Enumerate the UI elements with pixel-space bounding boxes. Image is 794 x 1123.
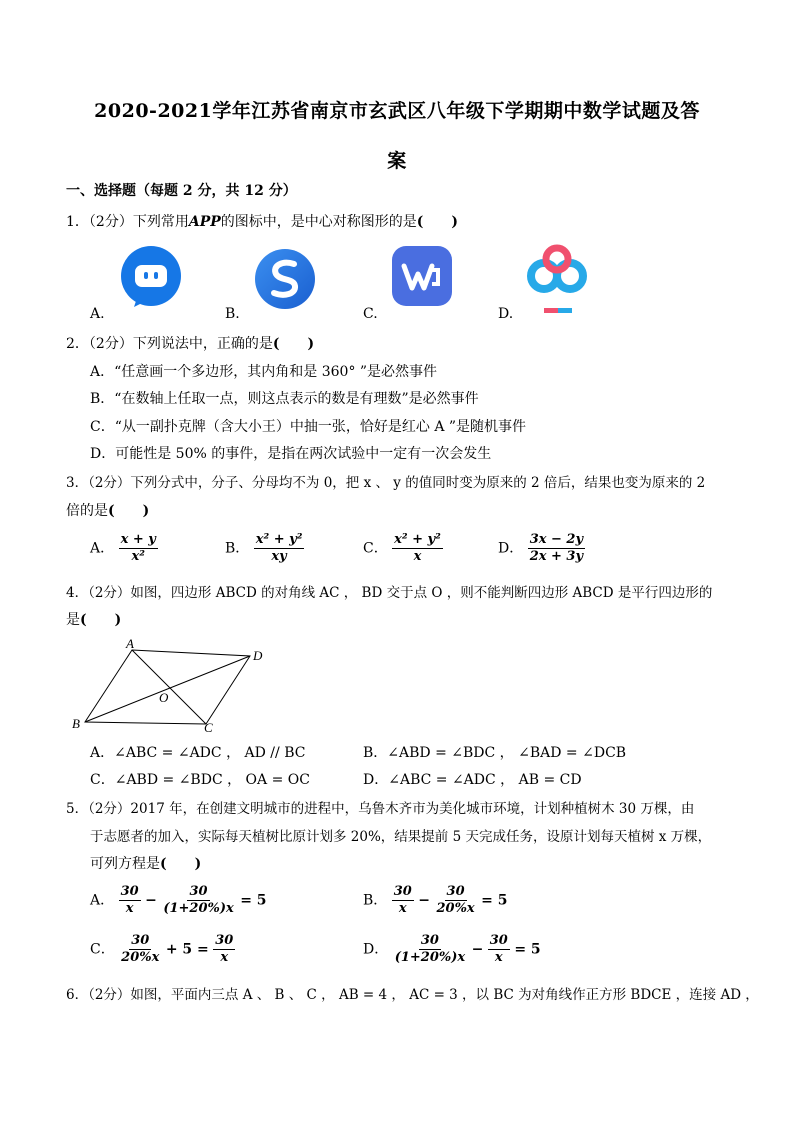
q1-option-b: B. bbox=[225, 306, 240, 322]
page-title: 2020-2021学年江苏省南京市玄武区八年级下学期期中数学试题及答 bbox=[94, 100, 700, 122]
question-5-stem: 5．（2分）2017 年，在创建文明城市的进程中，乌鲁木齐市为美化城市环境，计划种植树木 30 万棵，由 bbox=[66, 801, 695, 817]
q2-option-c: C．“从一副扑克牌（含大小王）中抽一张，恰好是红心 A ”是随机事件 bbox=[90, 419, 527, 435]
q1-option-a: A. bbox=[90, 306, 105, 322]
question-3-stem-cont: 倍的是( ) bbox=[66, 503, 150, 519]
q4-option-d: D．∠ABC = ∠ADC ， AB = CD bbox=[363, 772, 582, 788]
question-4-stem: 4．（2分）如图，四边形 ABCD 的对角线 AC ， BD 交于点 O ，则不能判断四边形 ABCD 是平行四边形的 bbox=[66, 585, 713, 601]
question-2-stem: 2．（2分）下列说法中，正确的是( ) bbox=[66, 336, 315, 352]
s-logo-icon bbox=[254, 248, 316, 310]
q5-option-c: C． $\frac{30}{20\%x}$ + 5 = $\frac{30}{x}$ bbox=[90, 933, 234, 965]
page-title-cont: 案 bbox=[387, 150, 407, 172]
question-5-stem-cont2: 可列方程是( ) bbox=[90, 856, 202, 872]
q2-option-d: D．可能性是 50% 的事件，是指在两次试验中一定有一次会发生 bbox=[90, 446, 492, 462]
question-6-stem: 6．（2分）如图，平面内三点 A 、 B 、 C ， AB = 4 ， AC = 3 ，以 BC 为对角线作正方形 BDCE ，连接 AD ， bbox=[66, 987, 759, 1003]
question-3-stem: 3．（2分）下列分式中，分子、分母均不为 0，把 x 、 y 的值同时变为原来的 2 倍后，结果也变为原来的 2 bbox=[66, 475, 706, 491]
wps-office-icon bbox=[390, 244, 454, 308]
q4-option-b: B．∠ABD = ∠BDC ， ∠BAD = ∠DCB bbox=[363, 745, 627, 761]
point-a-label: A bbox=[126, 638, 134, 651]
chat-app-icon bbox=[118, 245, 184, 311]
q5-option-d: D． $\frac{30}{(1+20\%)x}$ − $\frac{30}{x}$ = 5 bbox=[363, 933, 541, 965]
q4-option-a: A．∠ABC = ∠ADC ， AD // BC bbox=[90, 745, 306, 761]
cloud-app-icon bbox=[522, 244, 592, 316]
point-o-label: O bbox=[159, 690, 169, 705]
q5-option-a: A． $\frac{30}{x}$ − $\frac{30}{(1+20\%)x}$ = 5 bbox=[90, 884, 267, 916]
section-heading: 一、选择题（每题 2 分，共 12 分） bbox=[66, 183, 297, 199]
q3-option-c: C． $\frac{\text{x² + y²}}{x}$ bbox=[363, 532, 441, 564]
q2-option-b: B．“在数轴上任取一点，则这点表示的数是有理数”是必然事件 bbox=[90, 391, 479, 407]
q1-option-c: C. bbox=[363, 306, 378, 322]
q3-option-d: D． $\frac{3x - 2y}{2x + 3y}$ bbox=[498, 532, 584, 564]
question-5-stem-cont: 于志愿者的加入，实际每天植树比原计划多 20%，结果提前 5 天完成任务，设原计划每天植树 x 万棵， bbox=[90, 829, 712, 845]
q1-option-d: D. bbox=[498, 306, 514, 322]
q5-option-b: B． $\frac{30}{x}$ − $\frac{30}{20\%x}$ = 5 bbox=[363, 884, 508, 916]
point-d-label: D bbox=[253, 648, 263, 663]
q4-option-c: C．∠ABD = ∠BDC ， OA = OC bbox=[90, 772, 310, 788]
point-b-label: B bbox=[72, 716, 80, 731]
question-4-stem-cont: 是( ) bbox=[66, 612, 122, 628]
q2-option-a: A．“任意画一个多边形，其内角和是 360° ”是必然事件 bbox=[90, 364, 438, 380]
q3-option-a: A． $\frac{x + y}{\text{x²}}$ bbox=[90, 532, 156, 564]
point-c-label: C bbox=[204, 720, 213, 733]
q3-option-b: B． $\frac{\text{x² + y²}}{xy}$ bbox=[225, 532, 303, 564]
parallelogram-figure bbox=[70, 638, 270, 733]
question-1-stem: 1．（2分）下列常用APP的图标中，是中心对称图形的是( ) bbox=[66, 214, 458, 230]
